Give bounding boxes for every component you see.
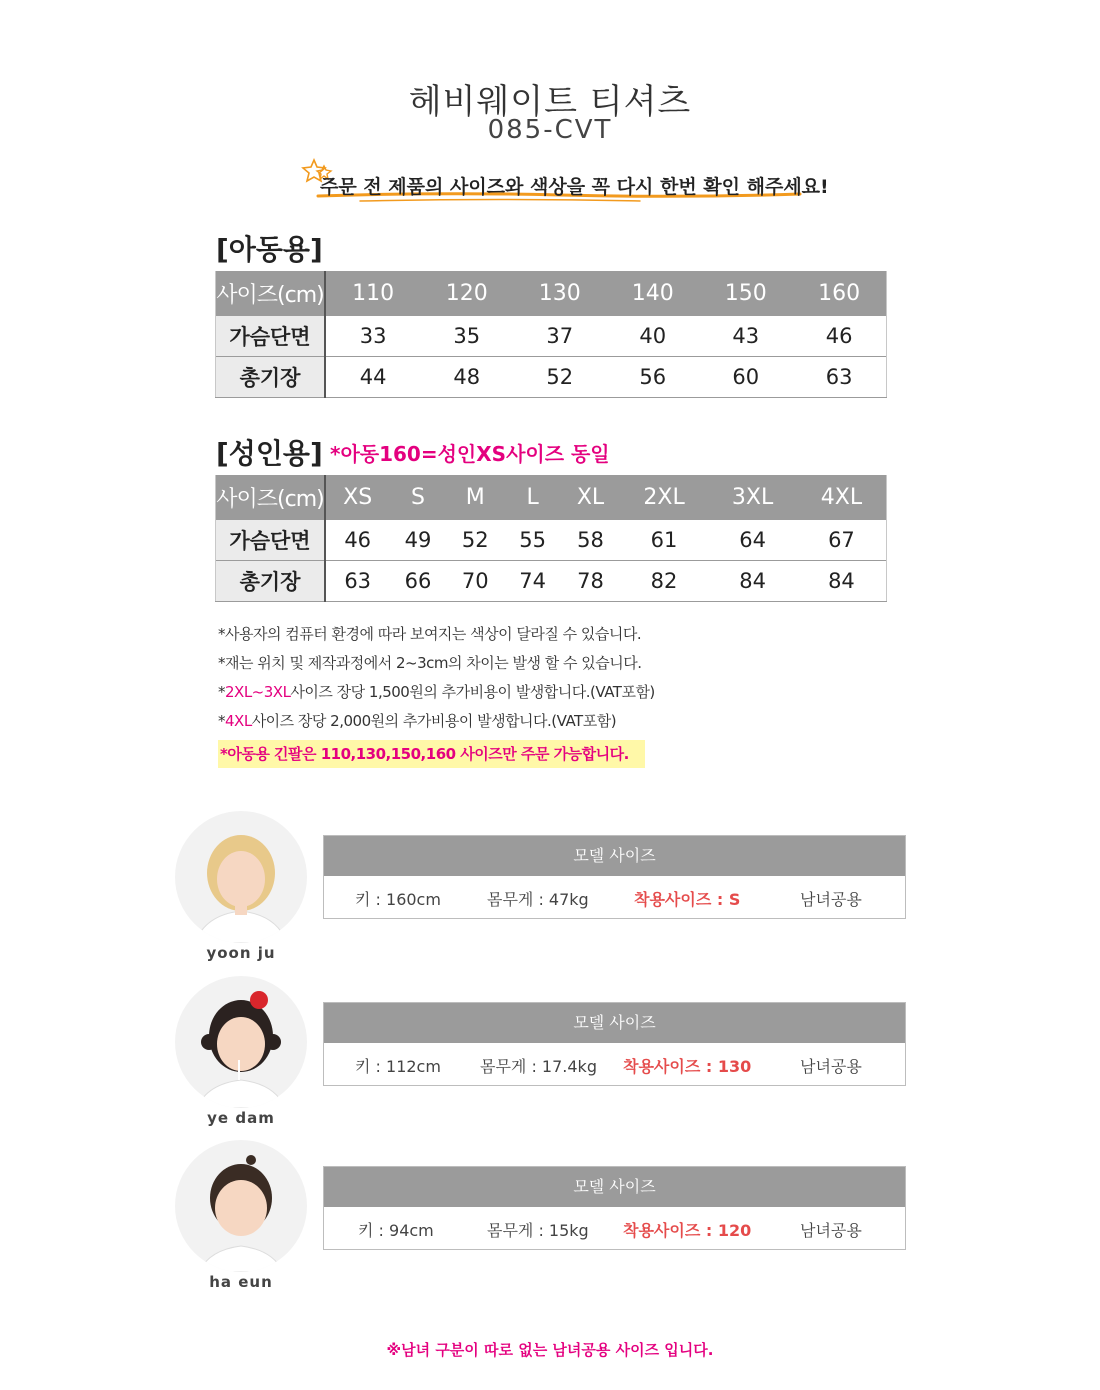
size-header-cell: 2XL <box>620 475 709 520</box>
size-header-cell: L <box>504 475 561 520</box>
adult-section-title: [성인용] <box>216 437 323 470</box>
person-icon <box>175 1140 307 1272</box>
measurement-cell: 46 <box>792 316 886 357</box>
size-header-cell: XS <box>325 475 389 520</box>
adult-size-table <box>215 475 887 602</box>
model-name: ye dam <box>207 1109 275 1127</box>
measurement-cell: 70 <box>447 561 504 602</box>
model-size-header: 모델 사이즈 <box>324 836 905 876</box>
model-photo <box>175 811 307 943</box>
measurement-cell: 84 <box>708 561 797 602</box>
model-gender: 남녀공용 <box>800 1057 862 1076</box>
measurement-cell: 74 <box>504 561 561 602</box>
model-photo <box>175 976 307 1108</box>
measurement-cell: 82 <box>620 561 709 602</box>
model-size-header: 모델 사이즈 <box>324 1167 905 1207</box>
size-header-cell: 150 <box>699 271 792 316</box>
size-column-header: 사이즈(cm) <box>216 271 326 316</box>
row-label: 가슴단면 <box>216 316 326 357</box>
person-icon <box>175 976 307 1108</box>
adult-header-row <box>216 475 887 520</box>
table-row <box>216 520 887 561</box>
model-size-box <box>323 1166 906 1250</box>
model-height: 키 : 112cm <box>355 1057 441 1076</box>
measurement-cell: 63 <box>792 357 886 398</box>
measurement-cell: 37 <box>513 316 606 357</box>
model-gender: 남녀공용 <box>800 890 862 909</box>
kids-section-title: [아동용] <box>216 233 323 266</box>
size-header-cell: 4XL <box>797 475 887 520</box>
notice-banner <box>300 158 829 208</box>
measurement-cell: 58 <box>561 520 620 561</box>
model-size-header: 모델 사이즈 <box>324 1003 905 1043</box>
table-row <box>216 316 887 357</box>
notes-block <box>218 622 655 769</box>
measurement-cell: 55 <box>504 520 561 561</box>
measurement-cell: 33 <box>325 316 420 357</box>
model-name: yoon ju <box>206 944 276 962</box>
kids-size-table <box>215 271 887 398</box>
model-size-box <box>323 1002 906 1086</box>
measurement-cell: 64 <box>708 520 797 561</box>
table-row <box>216 561 887 602</box>
size-header-cell: 120 <box>420 271 513 316</box>
measurement-cell: 66 <box>389 561 446 602</box>
size-header-cell: 3XL <box>708 475 797 520</box>
model-weight: 몸무게 : 15kg <box>487 1221 589 1240</box>
size-highlight: 2XL~3XL <box>225 683 291 701</box>
model-fit-size: 착용사이즈 : S <box>634 890 741 909</box>
model-fit-size: 착용사이즈 : 120 <box>623 1221 752 1240</box>
product-title: 헤비웨이트 티셔츠 <box>408 82 692 122</box>
measurement-cell: 56 <box>606 357 699 398</box>
measurement-cell: 40 <box>606 316 699 357</box>
size-header-cell: 130 <box>513 271 606 316</box>
note-line: *4XL사이즈 장당 2,000원의 추가비용이 발생합니다.(VAT포함) <box>218 712 617 730</box>
measurement-cell: 44 <box>325 357 420 398</box>
size-header-cell: M <box>447 475 504 520</box>
measurement-cell: 43 <box>699 316 792 357</box>
measurement-cell: 63 <box>325 561 389 602</box>
size-header-cell: 160 <box>792 271 886 316</box>
model-gender: 남녀공용 <box>800 1221 862 1240</box>
model-size-box <box>323 835 906 919</box>
kids-header-row <box>216 271 887 316</box>
measurement-cell: 84 <box>797 561 887 602</box>
model-weight: 몸무게 : 17.4kg <box>480 1057 597 1076</box>
row-label: 가슴단면 <box>216 520 326 561</box>
measurement-cell: 48 <box>420 357 513 398</box>
measurement-cell: 61 <box>620 520 709 561</box>
note-line: *사용자의 컴퓨터 환경에 따라 보여지는 색상이 달라질 수 있습니다. <box>218 625 642 643</box>
measurement-cell: 52 <box>513 357 606 398</box>
table-row <box>216 357 887 398</box>
measurement-cell: 52 <box>447 520 504 561</box>
model-height: 키 : 94cm <box>358 1221 434 1240</box>
size-header-cell: 110 <box>325 271 420 316</box>
row-label: 총기장 <box>216 357 326 398</box>
model-photo <box>175 1140 307 1272</box>
model-height: 키 : 160cm <box>355 890 441 909</box>
person-icon <box>175 811 307 943</box>
adult-section-note: *아동160=성인XS사이즈 동일 <box>330 442 610 466</box>
size-highlight: 4XL <box>225 712 252 730</box>
model-weight: 몸무게 : 47kg <box>487 890 589 909</box>
highlight-notice: *아동용 긴팔은 110,130,150,160 사이즈만 주문 가능합니다. <box>218 740 645 768</box>
size-header-cell: XL <box>561 475 620 520</box>
note-line: *재는 위치 및 제작과정에서 2~3cm의 차이는 발생 할 수 있습니다. <box>218 654 642 672</box>
footer-notice: ※남녀 구분이 따로 없는 남녀공용 사이즈 입니다. <box>386 1341 714 1359</box>
measurement-cell: 78 <box>561 561 620 602</box>
row-label: 총기장 <box>216 561 326 602</box>
measurement-cell: 67 <box>797 520 887 561</box>
measurement-cell: 46 <box>325 520 389 561</box>
size-header-cell: S <box>389 475 446 520</box>
measurement-cell: 49 <box>389 520 446 561</box>
note-line: *2XL~3XL사이즈 장당 1,500원의 추가비용이 발생합니다.(VAT포함) <box>218 683 655 701</box>
notice-text: 주문 전 제품의 사이즈와 색상을 꼭 다시 한번 확인 해주세요! <box>320 176 829 198</box>
size-header-cell: 140 <box>606 271 699 316</box>
product-code: 085-CVT <box>487 115 613 145</box>
size-column-header: 사이즈(cm) <box>216 475 326 520</box>
model-fit-size: 착용사이즈 : 130 <box>623 1057 752 1076</box>
model-name: ha eun <box>209 1273 273 1291</box>
measurement-cell: 60 <box>699 357 792 398</box>
measurement-cell: 35 <box>420 316 513 357</box>
